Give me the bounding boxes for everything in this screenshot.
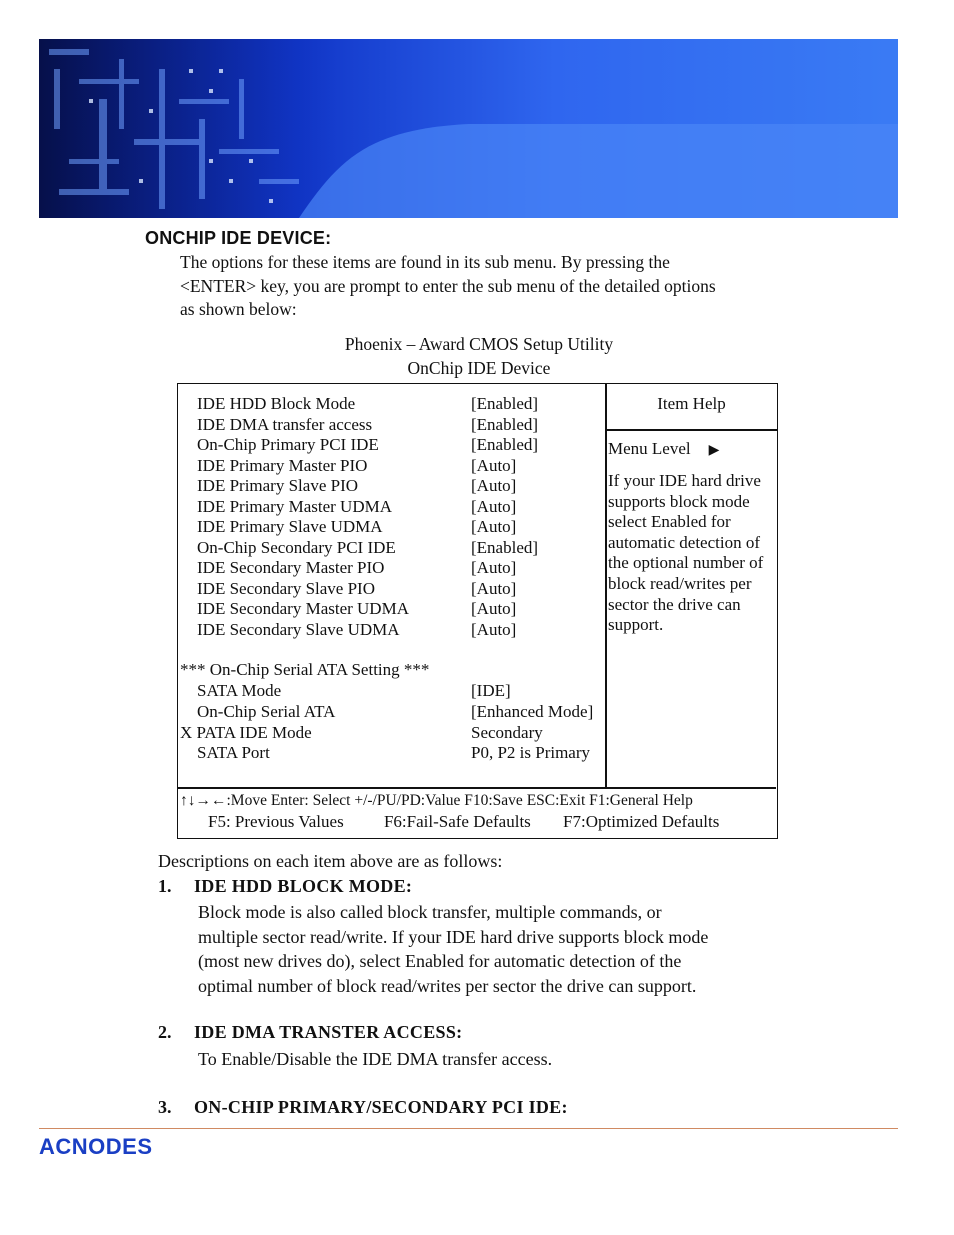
setting-label: IDE Secondary Master UDMA xyxy=(197,599,409,618)
help-line: sector the drive can xyxy=(608,594,741,614)
setting-label: On-Chip Primary PCI IDE xyxy=(197,435,379,454)
setting-value: [Auto] xyxy=(471,497,517,516)
acnodes-logo xyxy=(39,1133,199,1159)
menu-level xyxy=(608,439,719,459)
help-line: supports block mode xyxy=(608,491,750,511)
setting-label: SATA Mode xyxy=(197,681,282,700)
item-number: 2. xyxy=(158,1022,172,1042)
description-line: (most new drives do), select Enabled for automatic detection of the xyxy=(198,951,682,971)
setting-value: [Enabled] xyxy=(471,394,539,413)
intro-line: <ENTER> key, you are prompt to enter the sub menu of the detailed options xyxy=(180,275,716,296)
setting-row[interactable] xyxy=(197,579,617,599)
description-line: To Enable/Disable the IDE DMA transfer access. xyxy=(198,1049,553,1069)
setting-row[interactable] xyxy=(197,620,617,640)
setting-row[interactable] xyxy=(197,517,617,537)
setting-value: [Auto] xyxy=(471,517,517,536)
header-banner xyxy=(39,39,898,218)
item-title: IDE HDD BLOCK MODE: xyxy=(194,876,413,896)
item-number: 3. xyxy=(158,1097,172,1117)
item-description xyxy=(198,1047,800,1072)
key-f7: F7:Optimized Defaults xyxy=(563,812,720,831)
item-title: IDE DMA TRANSTER ACCESS: xyxy=(194,1022,463,1042)
setting-value: P0, P2 is Primary xyxy=(471,743,591,762)
setting-label: On-Chip Serial ATA xyxy=(197,702,336,721)
caption-screen-name: OnChip IDE Device xyxy=(407,358,551,378)
caption-utility-name: Phoenix – Award CMOS Setup Utility xyxy=(344,334,614,354)
setting-value: [Enabled] xyxy=(471,415,539,434)
setting-label: On-Chip Secondary PCI IDE xyxy=(197,538,396,557)
item-help-title: Item Help xyxy=(657,394,726,413)
setting-row[interactable] xyxy=(197,681,617,701)
setting-label: IDE Primary Master PIO xyxy=(197,456,368,475)
setting-row[interactable] xyxy=(180,723,600,743)
help-line: If your IDE hard drive xyxy=(608,471,761,490)
setting-value: [Auto] xyxy=(471,558,517,577)
help-line: automatic detection of xyxy=(608,532,760,552)
help-line: the optional number of xyxy=(608,553,764,573)
setting-label: IDE HDD Block Mode xyxy=(197,394,356,413)
intro-line: The options for these items are found in its sub menu. By pressing the xyxy=(180,252,670,272)
setting-value: [Enabled] xyxy=(471,538,539,557)
setting-row[interactable] xyxy=(197,497,617,517)
item-description xyxy=(198,900,800,998)
item-title: ON-CHIP PRIMARY/SECONDARY PCI IDE: xyxy=(194,1097,568,1117)
setting-value: [Auto] xyxy=(471,456,517,475)
setting-label: X PATA IDE Mode xyxy=(180,723,312,742)
setting-row[interactable] xyxy=(180,660,600,680)
help-line: block read/writes per xyxy=(608,573,752,593)
circuit-board-image xyxy=(39,39,898,218)
footer-rule xyxy=(39,1128,898,1129)
key-f6: F6:Fail-Safe Defaults xyxy=(383,812,531,831)
setting-label: *** On-Chip Serial ATA Setting *** xyxy=(180,660,430,679)
setting-label: IDE Primary Slave UDMA xyxy=(197,517,383,536)
setting-row[interactable] xyxy=(197,599,617,619)
setting-row[interactable] xyxy=(197,394,617,414)
description-line: optimal number of block read/writes per sector the drive can support. xyxy=(198,975,697,996)
key-legend-line1: ↑↓→←:Move Enter: Select +/-/PU/PD:Value F10:Save ESC:Exit F1:General Help xyxy=(180,792,693,809)
setting-value: [Auto] xyxy=(471,579,517,598)
intro-paragraph xyxy=(180,251,790,322)
setting-row[interactable] xyxy=(197,558,617,578)
setting-label: IDE Secondary Master PIO xyxy=(197,558,385,577)
descriptions-intro: Descriptions on each item above are as follows: xyxy=(158,851,503,871)
setting-label: SATA Port xyxy=(197,743,270,762)
key-f5: F5: Previous Values xyxy=(208,812,344,831)
help-line: select Enabled for xyxy=(608,512,731,532)
key-legend-line2 xyxy=(208,812,719,832)
divider xyxy=(178,787,776,789)
setting-value: [Enhanced Mode] xyxy=(471,702,594,721)
setting-value: [Auto] xyxy=(471,476,517,495)
setting-row[interactable] xyxy=(197,476,617,496)
item-help-text xyxy=(608,471,773,636)
setting-label: IDE Primary Slave PIO xyxy=(197,476,359,495)
setting-row[interactable] xyxy=(197,702,617,722)
arrow-right-icon: ▶ xyxy=(708,443,720,458)
svg-text:ACNODES: ACNODES xyxy=(39,1134,153,1159)
intro-line: as shown below: xyxy=(180,299,297,319)
bios-settings-table xyxy=(177,383,778,839)
help-line: support. xyxy=(608,615,664,635)
setting-label: IDE Primary Master UDMA xyxy=(197,497,392,516)
setting-row[interactable] xyxy=(197,415,617,435)
setting-value: Secondary xyxy=(471,723,543,742)
setting-label: IDE DMA transfer access xyxy=(197,415,373,434)
setting-label: IDE Secondary Slave UDMA xyxy=(197,620,400,639)
item-number: 1. xyxy=(158,876,172,896)
section-title: ONCHIP IDE DEVICE: xyxy=(145,228,332,248)
setting-value: [Enabled] xyxy=(471,435,539,454)
setting-row[interactable] xyxy=(197,538,617,558)
menu-level-label: Menu Level xyxy=(608,439,691,458)
divider xyxy=(605,429,777,431)
setting-row[interactable] xyxy=(197,435,617,455)
description-line: multiple sector read/write. If your IDE hard drive supports block mode xyxy=(198,926,709,947)
setting-row[interactable] xyxy=(197,456,617,476)
setting-label: IDE Secondary Slave PIO xyxy=(197,579,375,598)
setting-value: [IDE] xyxy=(471,681,511,700)
setting-row[interactable] xyxy=(197,743,617,763)
description-line: Block mode is also called block transfer, multiple commands, or xyxy=(198,902,662,922)
setting-value: [Auto] xyxy=(471,620,517,639)
setting-value: [Auto] xyxy=(471,599,517,618)
